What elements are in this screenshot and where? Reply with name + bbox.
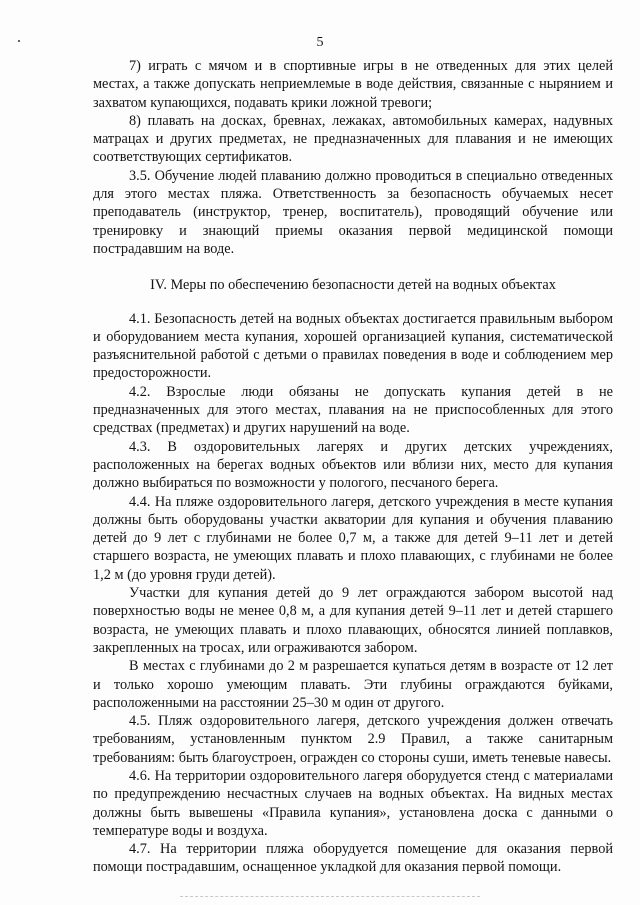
page-number: 5 [316, 35, 324, 50]
paragraph-4-4-fencing: Участки для купания детей до 9 лет ограждаются забором высотой над поверхностью воды не менее 0,8 м, а для купания детей 9–11 лет и детей старшего возраста, не умеющих плавать и плохо плавающих, обносятся линией поплавков, закрепленных на тросах, или ограживаются забором. [93, 585, 613, 656]
paragraph-4-3: 4.3. В оздоровительных лагерях и других детских учреждениях, расположенных на берегах водных объектов или вблизи них, место для купания должно выбираться по возможности у пологого, песчаного берега. [93, 438, 613, 492]
paragraph-4-6: 4.6. На территории оздоровительного лагеря оборудуется стенд с материалами по предупреждению несчастных случаев на водных объектах. На видных местах должны быть вывешены «Правила купания», установлена доска с данными о температуре воды и воздуха. [93, 767, 613, 839]
section-heading: IV. Меры по обеспечению безопасности детей на водных объектах [150, 277, 556, 294]
paragraph-4-4: 4.4. На пляже оздоровительного лагеря, детского учреждения в месте купания должны быть оборудованы участки акватории для купания и обучения плаванию детей до 9 лет с глубинами не более 0,7 м, а также для детей 9–11 лет и детей старшего возраста, не умеющих плавать и плохо плавающих, с глубинами не более 1,2 м (до уровня груди детей). [93, 493, 613, 583]
paragraph-3-5: 3.5. Обучение людей плаванию должно проводиться в специально отведенных для этого местах пляжа. Ответственность за безопасность обучаемых несет преподаватель (инструктор, тренер, воспитатель), проводящий обучение или тренировку и знающий приемы оказания первой медицинской помощи пострадавшим на воде. [93, 167, 613, 257]
paragraph-4-5: 4.5. Пляж оздоровительного лагеря, детского учреждения должен отвечать требованиям, установленным пунктом 2.9 Правил, а также санитарным требованиям: быть благоустроен, огражден со стороны суши, иметь теневые навесы. [93, 713, 613, 766]
paragraph-4-7: 4.7. На территории пляжа оборудуется помещение для оказания первой помощи пострадавшим, оснащенное укладкой для оказания первой помощи. [93, 841, 613, 876]
paragraph-item-7: 7) играть с мячом и в спортивные игры в не отведенных для этих целей местах, а также допускать неприемлемые в воде действия, связанные с нырянием и захватом купающихся, подавать крики ложной тревоги; [93, 58, 613, 111]
paragraph-4-1: 4.1. Безопасность детей на водных объектах достигается правильным выбором и оборудованием места купания, хорошей организацией купания, систематической разъяснительной работой с детьми о правилах поведения в воде и соблюдением мер предосторожности. [93, 310, 613, 382]
paragraph-4-2: 4.2. Взрослые люди обязаны не допускать купания детей в не предназначенных для этого местах, плавания на не приспособленных для этого средствах (предметах) и других нарушений на воде. [93, 383, 613, 437]
scan-bottom-edge [180, 896, 480, 897]
document-body [93, 57, 613, 877]
paragraph-item-8: 8) плавать на досках, бревнах, лежаках, автомобильных камерах, надувных матрацах и других предметах, не предназначенных для плавания и не имеющих соответствующих сертификатов. [93, 112, 613, 166]
paragraph-4-4-depths: В местах с глубинами до 2 м разрешается купаться детям в возрасте от 12 лет и только хорошо умеющим плавать. Эти глубины ограждаются буйками, расположенными на расстоянии 25–30 м один от другого. [93, 658, 613, 711]
